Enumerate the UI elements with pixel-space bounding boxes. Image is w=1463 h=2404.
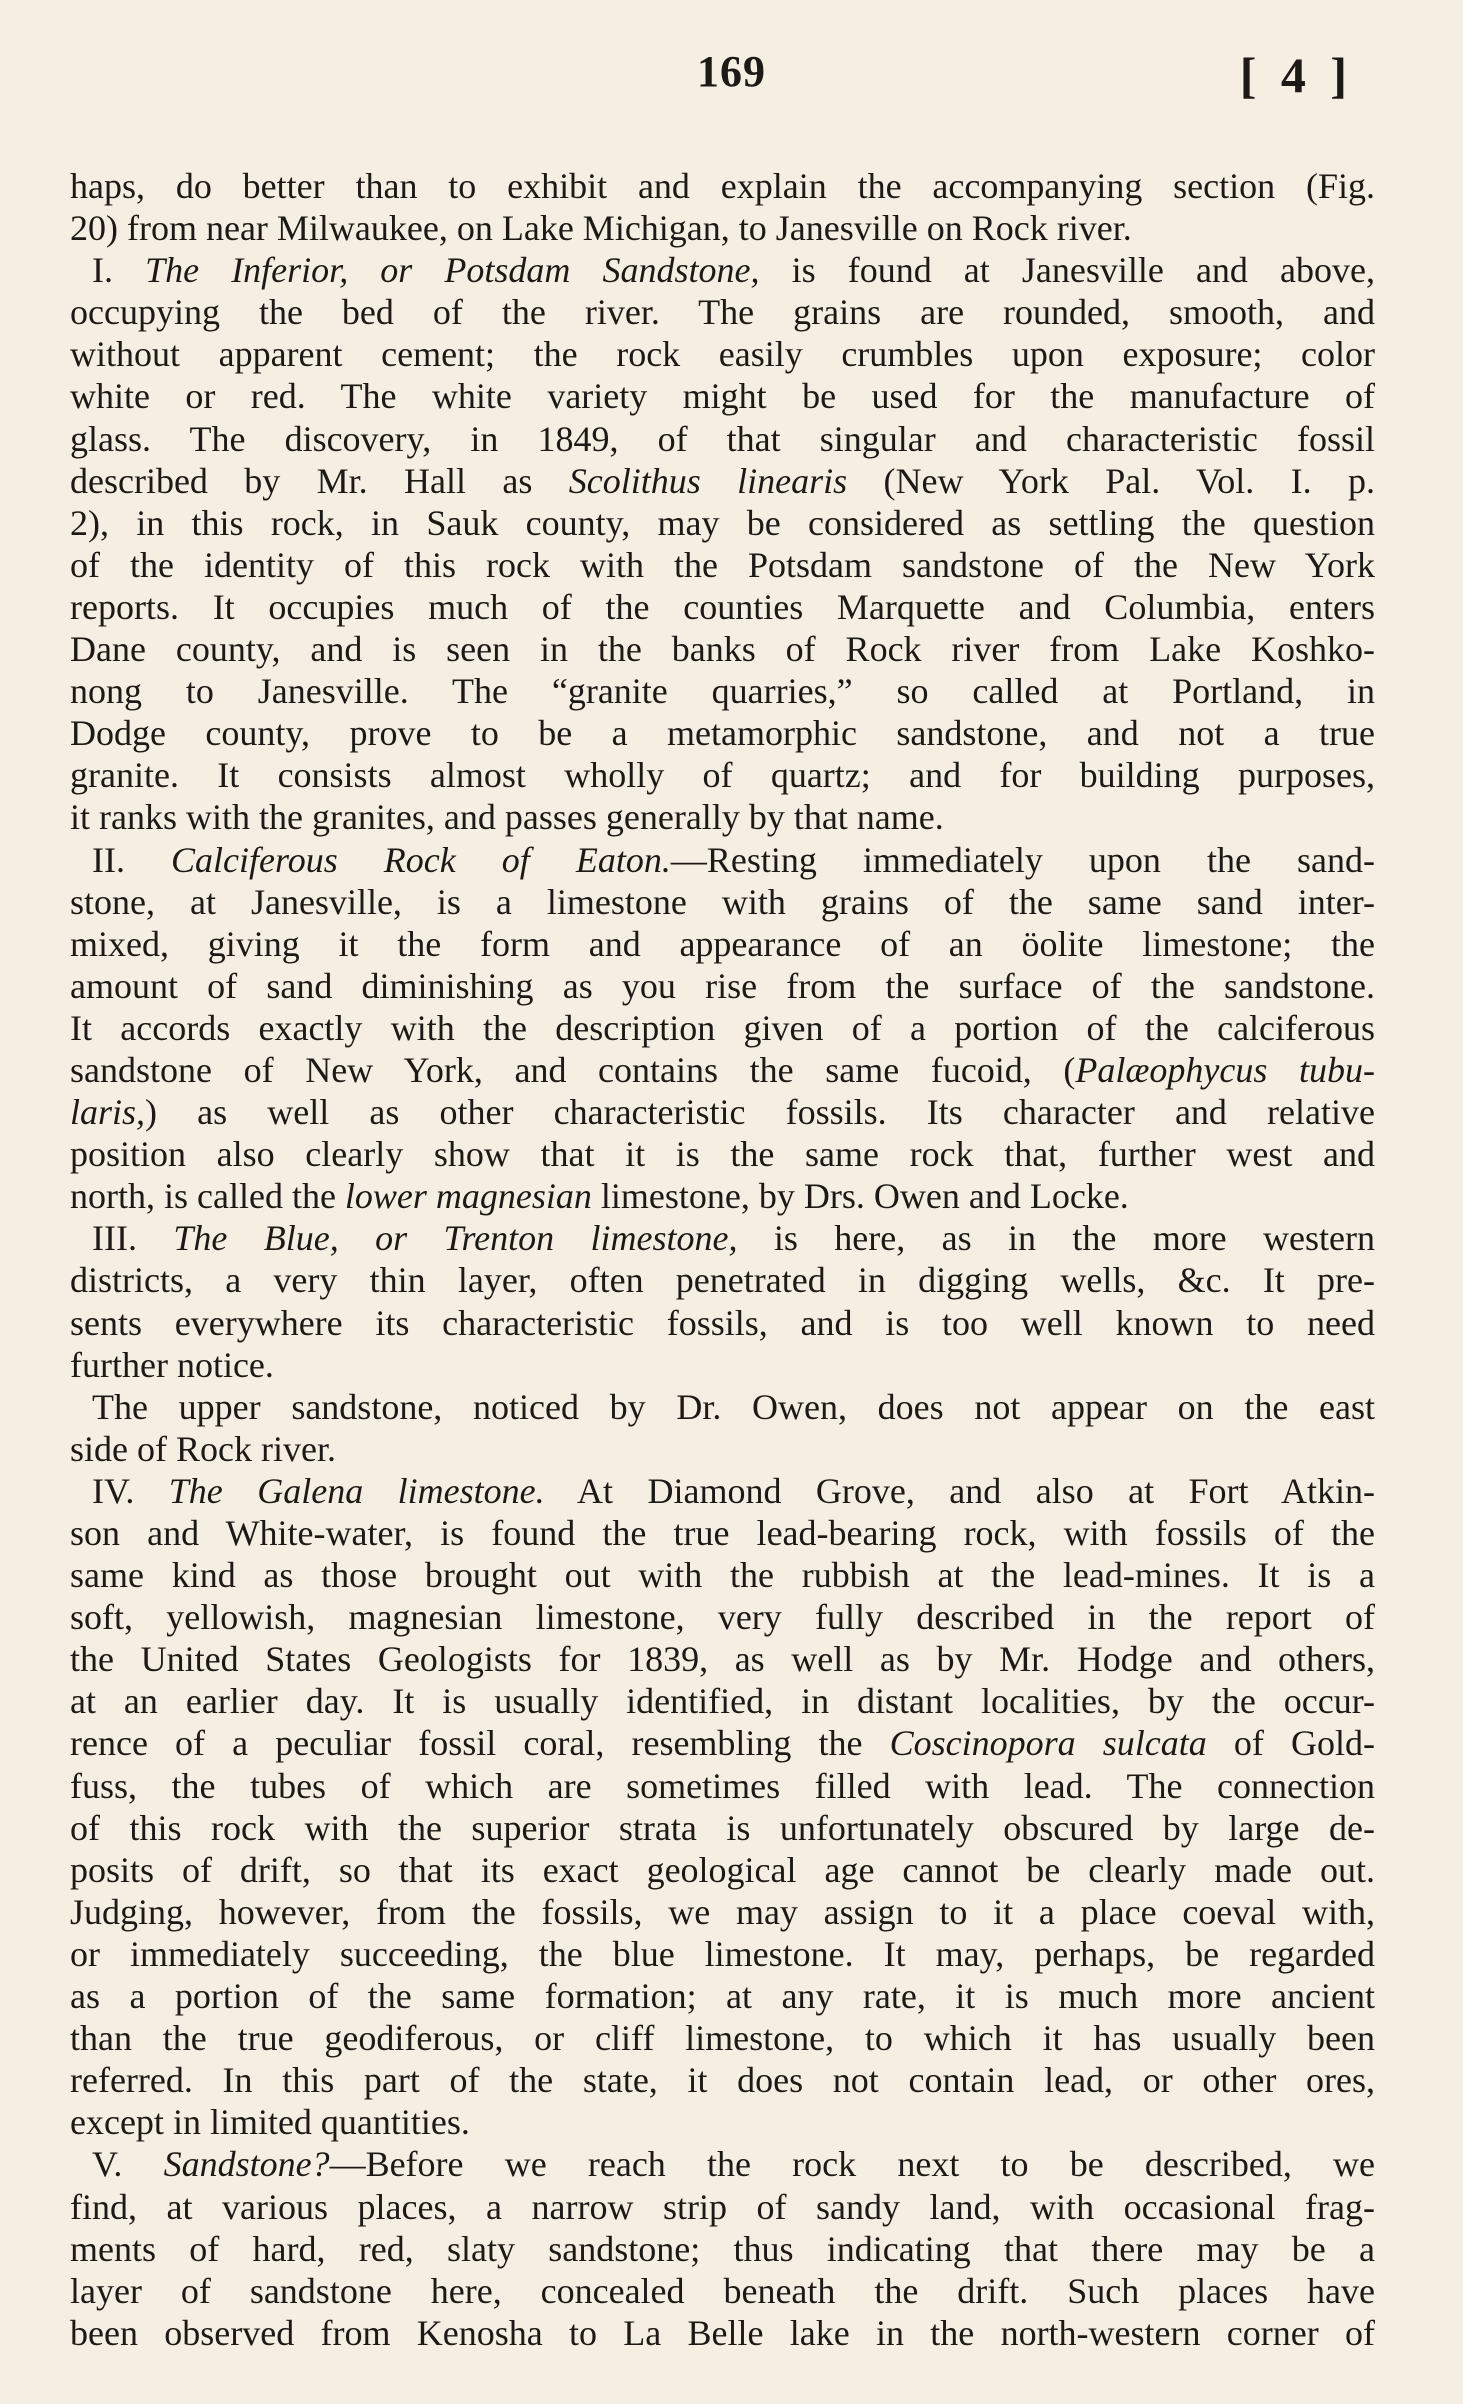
text-line: sandstone of New York, and contains the same fucoid, (Palæophycus tubu- [70, 1049, 1375, 1090]
text-line: V. Sandstone?—Before we reach the rock next to be described, we [92, 2144, 1375, 2185]
text-line: side of Rock river. [70, 1428, 336, 1469]
text-line: of this rock with the superior strata is unfortunately obscured by large de- [70, 1807, 1375, 1848]
text-line: it ranks with the granites, and passes generally by that name. [70, 797, 944, 838]
text-line: without apparent cement; the rock easily crumbles upon exposure; color [70, 334, 1375, 375]
text-line: granite. It consists almost wholly of quartz; and for building purposes, [70, 755, 1375, 796]
text-line: nong to Janesville. The “granite quarries,” so called at Portland, in [70, 671, 1375, 712]
text-line: districts, a very thin layer, often penetrated in digging wells, &c. It pre- [70, 1260, 1375, 1301]
text-line: described by Mr. Hall as Scolithus linearis (New York Pal. Vol. I. p. [70, 460, 1375, 501]
text-line: fuss, the tubes of which are sometimes filled with lead. The connection [70, 1765, 1375, 1806]
text-line: referred. In this part of the state, it does not contain lead, or other ores, [70, 2060, 1375, 2101]
text-line: layer of sandstone here, concealed beneath the drift. Such places have [70, 2270, 1375, 2311]
text-line: Judging, however, from the fossils, we may assign to it a place coeval with, [70, 1891, 1375, 1932]
text-line: except in limited quantities. [70, 2102, 470, 2143]
text-line: III. The Blue, or Trenton limestone, is here, as in the more western [92, 1218, 1375, 1259]
text-line: white or red. The white variety might be used for the manufacture of [70, 376, 1375, 417]
text-line: as a portion of the same formation; at any rate, it is much more ancient [70, 1976, 1375, 2017]
text-line: haps, do better than to exhibit and explain the accompanying section (Fig. [70, 166, 1375, 206]
page-header [70, 46, 1393, 106]
text-line: glass. The discovery, in 1849, of that singular and characteristic fossil [70, 418, 1375, 459]
text-line: been observed from Kenosha to La Belle lake in the north-western corner of [70, 2312, 1375, 2353]
text-line: The upper sandstone, noticed by Dr. Owen, does not appear on the east [92, 1386, 1375, 1427]
text-line: 20) from near Milwaukee, on Lake Michigan, to Janesville on Rock river. [70, 208, 1132, 249]
text-line: position also clearly show that it is the same rock that, further west and [70, 1134, 1375, 1175]
text-line: It accords exactly with the description given of a portion of the calciferous [70, 1007, 1375, 1048]
text-line: the United States Geologists for 1839, as well as by Mr. Hodge and others, [70, 1639, 1375, 1680]
text-line: of the identity of this rock with the Potsdam sandstone of the New York [70, 544, 1375, 585]
text-line: laris,) as well as other characteristic fossils. Its character and relative [70, 1092, 1375, 1133]
text-line: or immediately succeeding, the blue limestone. It may, perhaps, be regarded [70, 1933, 1375, 1974]
text-line: further notice. [70, 1344, 274, 1385]
body-text [70, 165, 1375, 2354]
text-line: same kind as those brought out with the rubbish at the lead-mines. It is a [70, 1555, 1375, 1596]
text-line: find, at various places, a narrow strip of sandy land, with occasional frag- [70, 2186, 1375, 2227]
page-number: 169 [697, 47, 766, 96]
text-line: rence of a peculiar fossil coral, resembling the Coscinopora sulcata of Gold- [70, 1723, 1375, 1764]
text-line: soft, yellowish, magnesian limestone, very fully described in the report of [70, 1597, 1375, 1638]
text-line: mixed, giving it the form and appearance of an öolite limestone; the [70, 923, 1375, 964]
text-line: north, is called the lower magnesian limestone, by Drs. Owen and Locke. [70, 1176, 1129, 1217]
text-line: Dane county, and is seen in the banks of Rock river from Lake Koshko- [70, 629, 1375, 670]
text-line: reports. It occupies much of the counties Marquette and Columbia, enters [70, 586, 1375, 627]
text-line: occupying the bed of the river. The grains are rounded, smooth, and [70, 292, 1375, 333]
text-line: stone, at Janesville, is a limestone with grains of the same sand inter- [70, 881, 1375, 922]
text-line: ments of hard, red, slaty sandstone; thus indicating that there may be a [70, 2228, 1375, 2269]
text-line: Dodge county, prove to be a metamorphic sandstone, and not a true [70, 713, 1375, 754]
text-line: IV. The Galena limestone. At Diamond Grove, and also at Fort Atkin- [92, 1470, 1375, 1511]
text-line: son and White-water, is found the true lead-bearing rock, with fossils of the [70, 1513, 1375, 1553]
text-line: sents everywhere its characteristic fossils, and is too well known to need [70, 1302, 1375, 1343]
document-number: [ 4 ] [1239, 47, 1353, 103]
text-line: 2), in this rock, in Sauk county, may be considered as settling the question [70, 502, 1375, 543]
text-line: amount of sand diminishing as you rise from the surface of the sandstone. [70, 965, 1375, 1006]
text-line: at an earlier day. It is usually identified, in distant localities, by the occur- [70, 1681, 1375, 1722]
text-line: II. Calciferous Rock of Eaton.—Resting immediately upon the sand- [92, 839, 1375, 880]
text-line: I. The Inferior, or Potsdam Sandstone, is found at Janesville and above, [92, 250, 1375, 291]
text-line: than the true geodiferous, or cliff limestone, to which it has usually been [70, 2018, 1375, 2059]
text-line: posits of drift, so that its exact geological age cannot be clearly made out. [70, 1849, 1375, 1890]
